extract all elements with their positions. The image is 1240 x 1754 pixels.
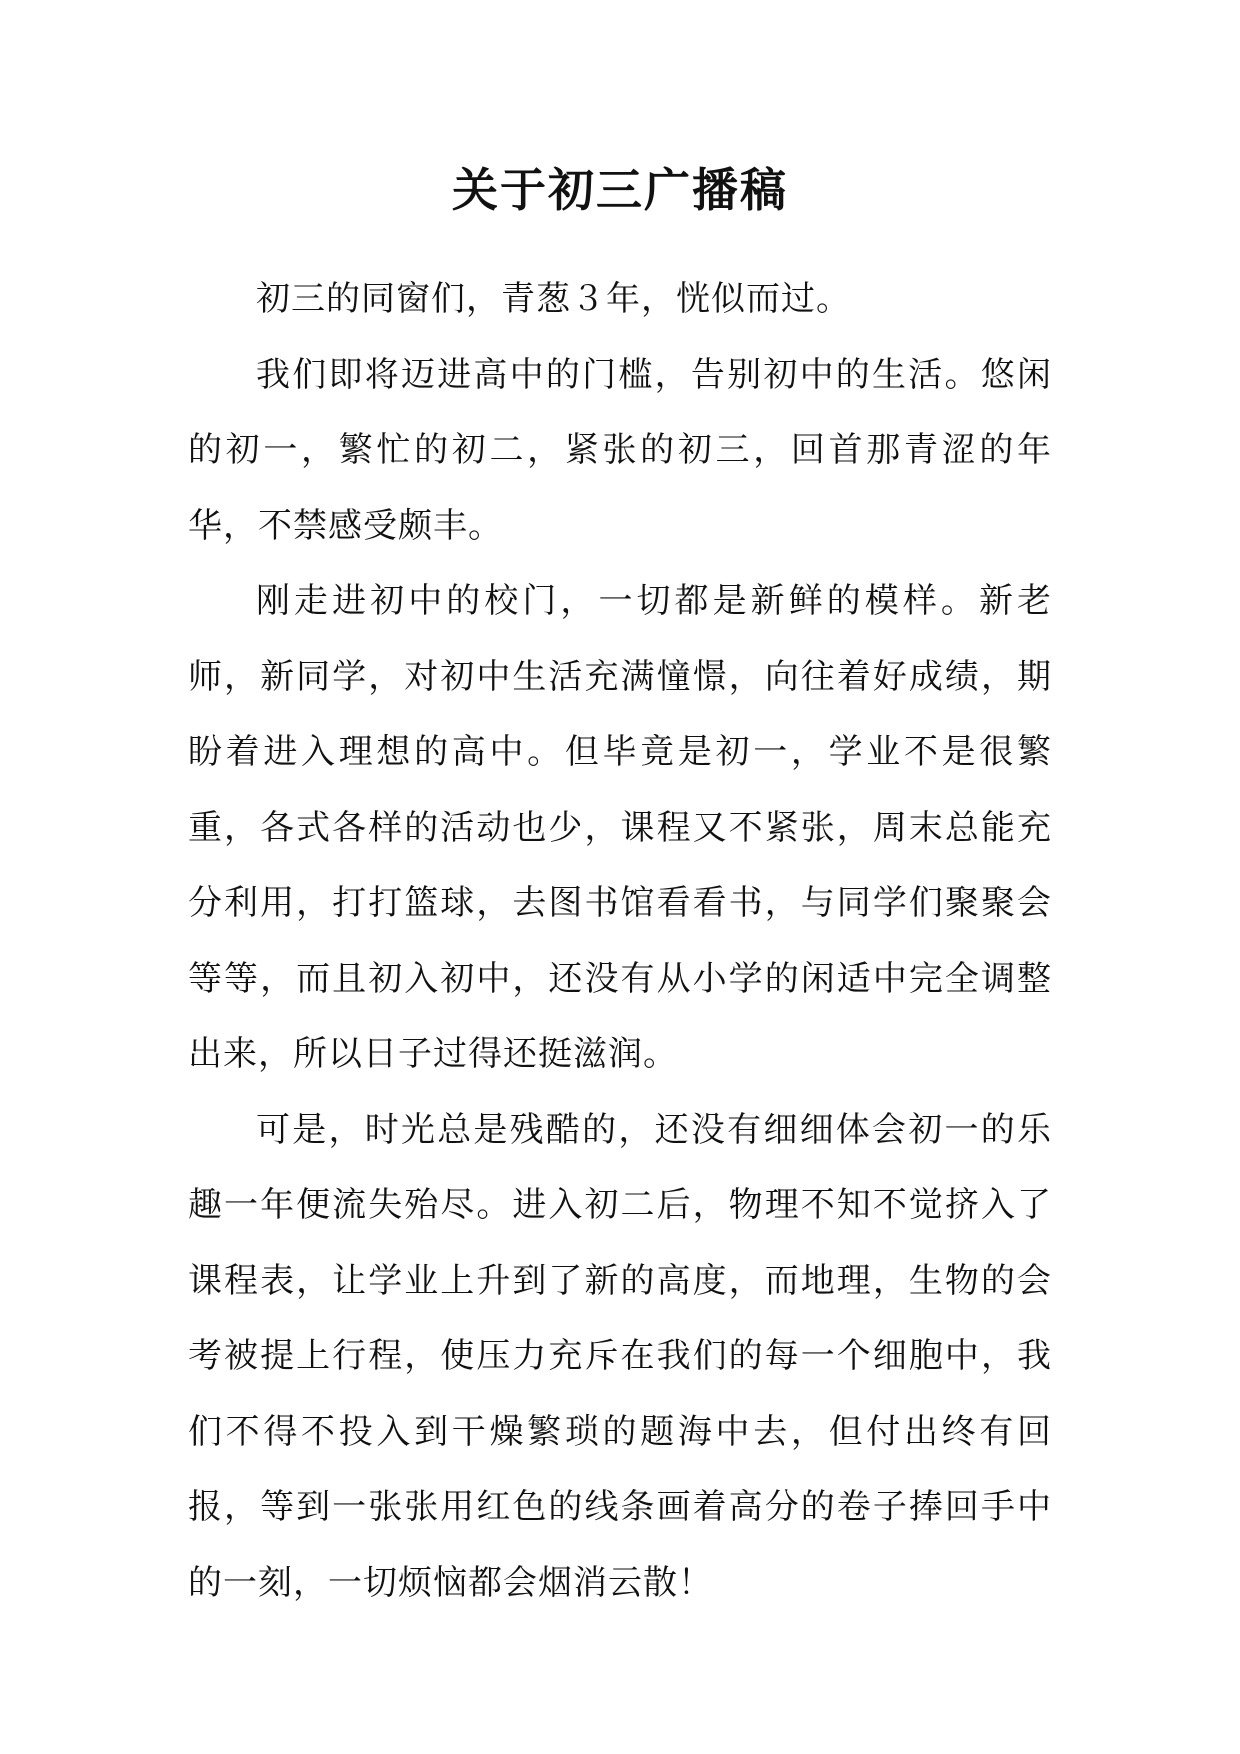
paragraph: 我们即将迈进高中的门槛，告别初中的生活。悠闲的初一，繁忙的初二，紧张的初三，回首那青涩的年华，不禁感受颇丰。 — [188, 354, 1052, 546]
paragraph: 初三的同窗们，青葱３年，恍似而过。 — [256, 279, 851, 319]
paragraph: 刚走进初中的校门，一切都是新鲜的模样。新老师，新同学，对初中生活充满憧憬，向往着好成绩，期盼着进入理想的高中。但毕竟是初一，学业不是很繁重，各式各样的活动也少，课程又不紧张，周末总能充分利用，打打篮球，去图书馆看看书，与同学们聚聚会等等，而且初入初中，还没有从小学的闲适中完全调整出来，所以日子过得还挺滋润。 — [188, 581, 1052, 1074]
paragraph: 可是，时光总是残酷的，还没有细细体会初一的乐趣一年便流失殆尽。进入初二后，物理不知不觉挤入了课程表，让学业上升到了新的高度，而地理，生物的会考被提上行程，使压力充斥在我们的每一个细胞中，我们不得不投入到干燥繁琐的题海中去，但付出终有回报，等到一张张用红色的线条画着高分的卷子捧回手中的一刻，一切烦恼都会烟消云散！ — [188, 1109, 1052, 1603]
document-title: 关于初三广播稿 — [452, 163, 788, 217]
document-body — [188, 262, 1052, 1621]
